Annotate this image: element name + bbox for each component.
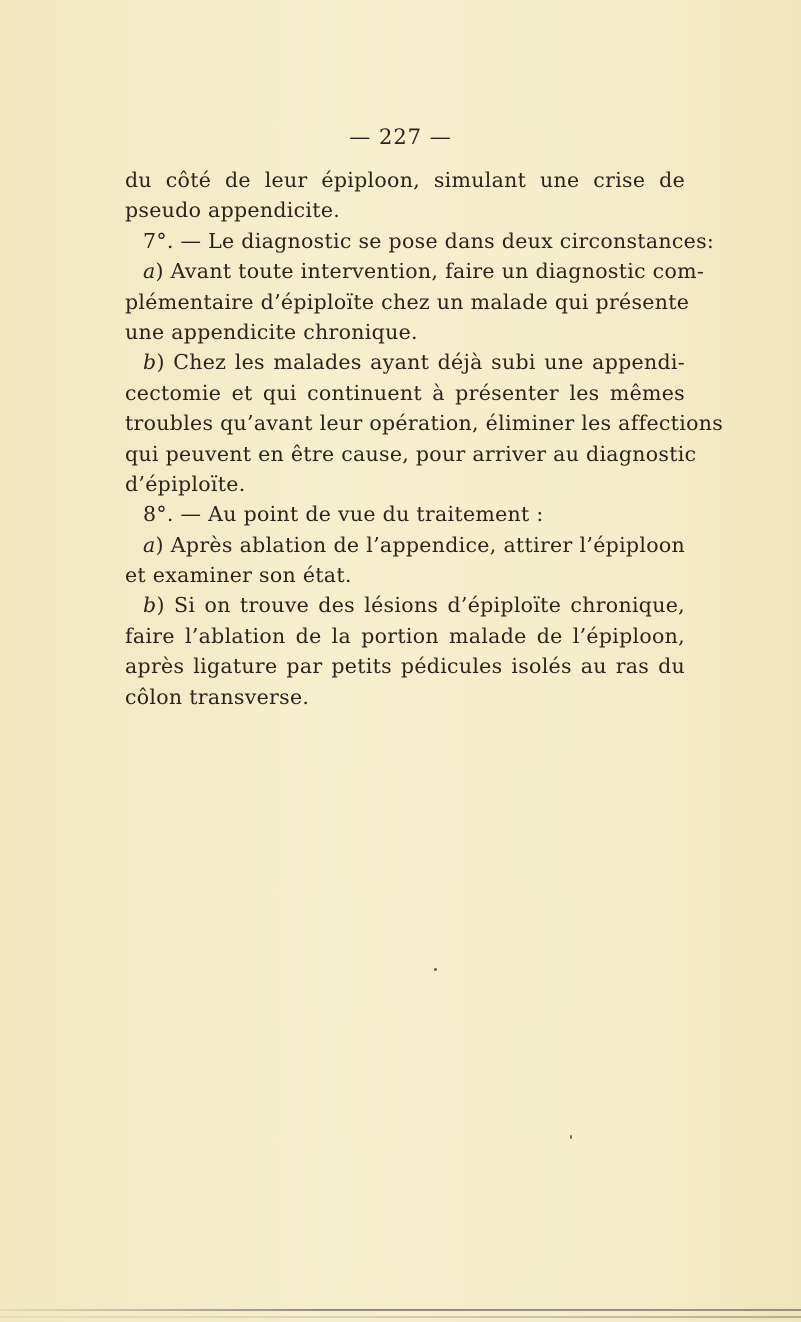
text-line: 7°. — Le diagnostic se pose dans deux circonstances: <box>143 228 715 253</box>
text-line: 8°. — Au point de vue du traitement : <box>143 502 544 527</box>
text-line: après ligature par petits pédicules isolés au ras du <box>125 654 685 679</box>
enumeration-letter: a <box>143 532 156 557</box>
text-line: b) Si on trouve des lésions d’épiploïte chronique, <box>143 593 685 618</box>
text-line: une appendicite chronique. <box>125 319 418 344</box>
page-edge <box>0 1316 801 1318</box>
text-line: cectomie et qui continuent à présenter les mêmes <box>125 380 685 405</box>
text-line: côlon transverse. <box>125 684 310 709</box>
text-line: a) Avant toute intervention, faire un diagnostic com- <box>143 259 705 284</box>
text-line: et examiner son état. <box>125 563 352 588</box>
text-line: b) Chez les malades ayant déjà subi une appendi- <box>143 350 685 375</box>
text-line: plémentaire d’épiploïte chez un malade qui présente <box>125 289 690 314</box>
text-line: troubles qu’avant leur opération, éliminer les affections <box>125 411 724 436</box>
page-number: — 227 — <box>349 125 452 149</box>
text-line: faire l’ablation de la portion malade de l’épiploon, <box>125 623 685 648</box>
text-line: a) Après ablation de l’appendice, attirer l’épiploon <box>143 532 685 557</box>
enumeration-letter: b <box>143 593 157 618</box>
text-line: pseudo appendicite. <box>125 198 341 223</box>
text-line: d’épiploïte. <box>125 471 246 496</box>
page-edge <box>0 1309 801 1311</box>
ink-speck <box>434 968 437 971</box>
enumeration-letter: b <box>143 350 157 375</box>
text-line: qui peuvent en être cause, pour arriver au diagnostic <box>125 441 697 466</box>
body-text <box>125 165 724 712</box>
text-line: du côté de leur épiploon, simulant une crise de <box>125 168 685 192</box>
enumeration-letter: a <box>143 259 156 284</box>
ink-speck <box>570 1135 572 1139</box>
